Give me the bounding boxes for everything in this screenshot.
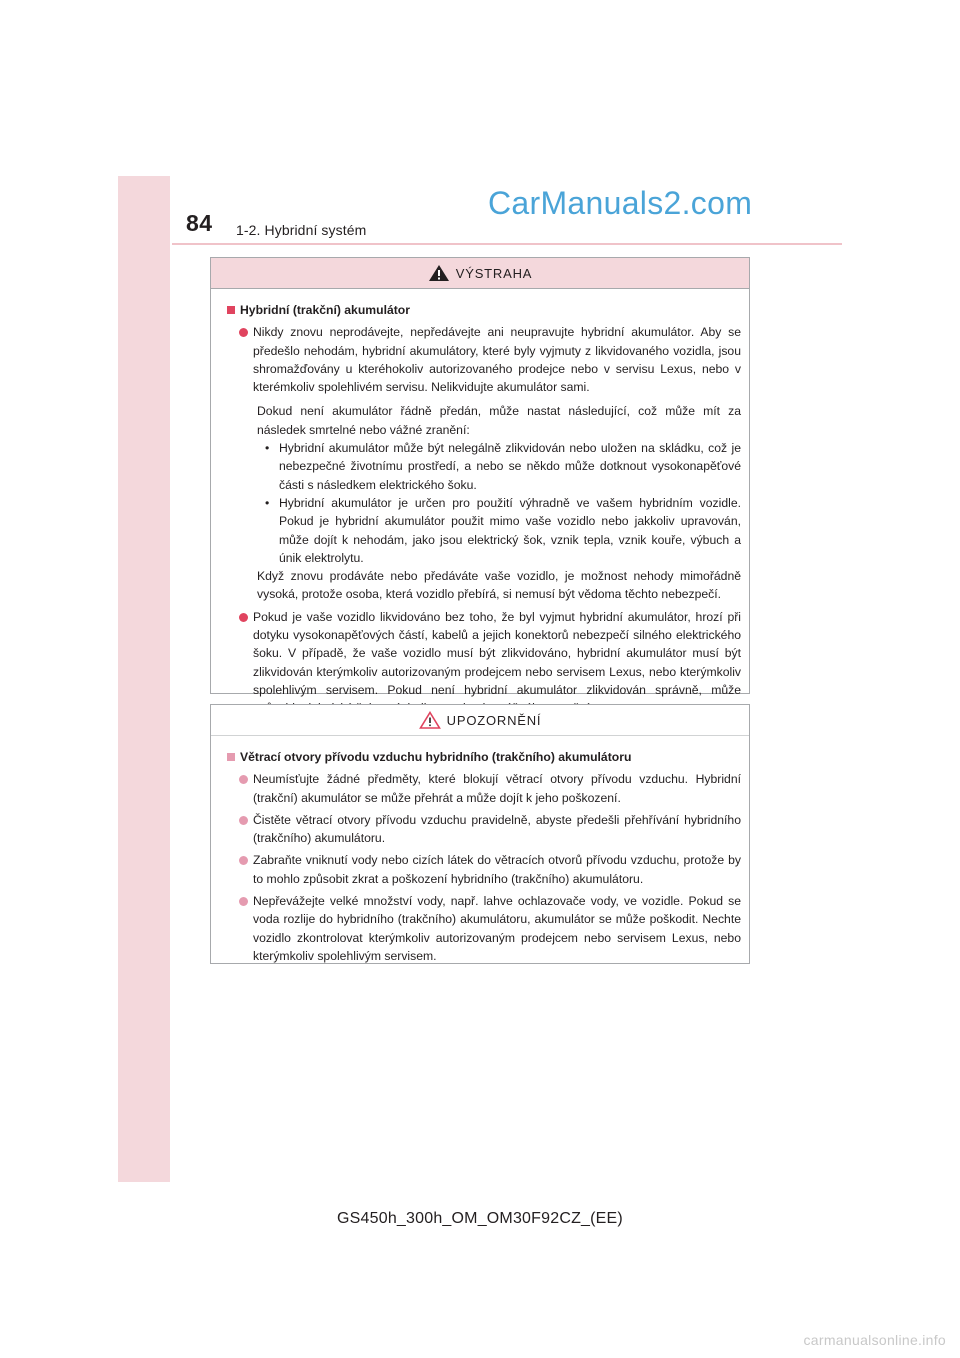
section-title: 1-2. Hybridní systém xyxy=(236,222,367,238)
caution-bullet-text: Čistěte větrací otvory přívodu vzduchu pravidelně, abyste předešli přehřívání hybridního (trakčního) akumulátoru. xyxy=(253,812,741,846)
warning-sub-text: Hybridní akumulátor je určen pro použití výhradně ve vašem hybridním vozidle. Pokud je hybridní akumulátor použit mimo vaše vozidlo nebo jakkoliv upravován, může dojít k nehodám, jako jsou elektrický šok, vznik tepla, vznik kouře, výbuch a únik elektrolytu. xyxy=(279,495,741,565)
warning-body xyxy=(211,289,749,718)
footer-watermark: carmanualsonline.info xyxy=(803,1332,946,1348)
warning-bullet xyxy=(227,323,741,396)
warning-heading-text: Hybridní (trakční) akumulátor xyxy=(240,303,410,317)
caution-bullet xyxy=(227,892,741,965)
caution-heading xyxy=(227,748,741,766)
caution-bullet xyxy=(227,851,741,888)
caution-bullet-text: Nepřevážejte velké množství vody, např. lahve ochlazovače vody, ve vozidle. Pokud se voda rozlije do hybridního (trakčního) akumulátoru, akumulátor se může poškodit. Nechte vozidlo zkontrolovat kterýmkoliv autorizovaným prodejcem nebo servisem Lexus, nebo kterýmkoliv spolehlivým servisem. xyxy=(253,894,741,963)
caution-bullet-text: Zabraňte vniknutí vody nebo cizích látek do větracích otvorů přívodu vzduchu, protože by to mohlo způsobit zkrat a poškození hybridního (trakčního) akumulátoru. xyxy=(253,853,741,886)
sub-bullet-icon: • xyxy=(265,495,270,510)
warning-sub-text: Hybridní akumulátor může být nelegálně zlikvidován nebo uložen na skládku, což je nebezpečné životnímu prostředí, a nebo se někdo může dotknout vysokonapěťové části s následkem elektrického šoku. xyxy=(279,441,741,492)
warning-heading xyxy=(227,301,741,319)
warning-triangle-icon xyxy=(428,264,450,282)
round-bullet-icon xyxy=(239,816,248,825)
caution-box xyxy=(210,704,750,964)
round-bullet-icon xyxy=(239,856,248,865)
caution-title: UPOZORNĚNÍ xyxy=(446,712,542,728)
warning-sub-item xyxy=(257,494,741,567)
square-bullet-icon xyxy=(227,306,235,314)
round-bullet-icon xyxy=(239,613,248,622)
square-bullet-icon xyxy=(227,753,235,761)
watermark-logo: CarManuals2.com xyxy=(488,185,753,221)
caution-body xyxy=(211,736,749,965)
caution-bullet xyxy=(227,770,741,807)
warning-bullet xyxy=(227,608,741,718)
caution-bullet xyxy=(227,811,741,848)
document-code: GS450h_300h_OM_OM30F92CZ_(EE) xyxy=(337,1210,623,1227)
warning-header xyxy=(211,258,749,289)
warning-bullet-text: Nikdy znovu neprodávejte, nepředávejte ani neupravujte hybridní akumulátor. Aby se předešlo nehodám, hybridní akumulátory, které byly vyjmuty z likvidovaného vozidla, jsou shromažďovány u kteréhokoliv autorizovaného prodejce nebo v servisu Lexus, nebo v kterémkoliv spolehlivém servisu. Nelikvidujte akumulátor sami. xyxy=(253,325,741,395)
warning-title: VÝSTRAHA xyxy=(455,265,533,281)
caution-header xyxy=(211,705,749,736)
page-number: 84 xyxy=(186,210,213,236)
side-color-band xyxy=(118,176,170,1182)
warning-bullet-text: Pokud je vaše vozidlo likvidováno bez toho, že byl vyjmut hybridní akumulátor, hrozí při dotyku vysokonapěťových částí, kabelů a jejich konektorů nebezpečí silného elektrického šoku. V případě, že vaše vozidlo musí být zlikvidováno, hybridní akumulátor musí být zlikvidován kterýmkoliv autorizovaným prodejcem nebo servisem Lexus, nebo kterýmkoliv spolehlivým servisem. Pokud není hybridní akumulátor zlikvidován správně, může xyxy=(253,609,741,697)
warning-paragraph: Když znovu prodáváte nebo předáváte vaše vozidlo, je možnost nehody mimořádně vysoká, protože osoba, která vozidlo přebírá, si nemusí být vědoma těchto nebezpečí. xyxy=(257,569,741,602)
caution-bullet-text: Neumísťujte žádné předměty, které blokují větrací otvory přívodu vzduchu. Hybridní (trakční) akumulátor se může přehrát a může dojít k jeho poškození. xyxy=(253,772,741,805)
warning-paragraph: Dokud není akumulátor řádně předán, může nastat následující, což může mít za následek smrtelné nebo vážné zranění: xyxy=(257,404,741,437)
sub-bullet-icon: • xyxy=(265,441,270,456)
caution-triangle-icon xyxy=(419,711,441,729)
round-bullet-icon xyxy=(239,328,248,337)
round-bullet-icon xyxy=(239,897,248,906)
caution-heading-text: Větrací otvory přívodu vzduchu hybridního (trakčního) akumulátoru xyxy=(240,750,632,764)
header-divider xyxy=(172,243,842,245)
round-bullet-icon xyxy=(239,775,248,784)
page-header xyxy=(0,0,960,260)
warning-sub-item xyxy=(257,439,741,494)
warning-box xyxy=(210,257,750,697)
